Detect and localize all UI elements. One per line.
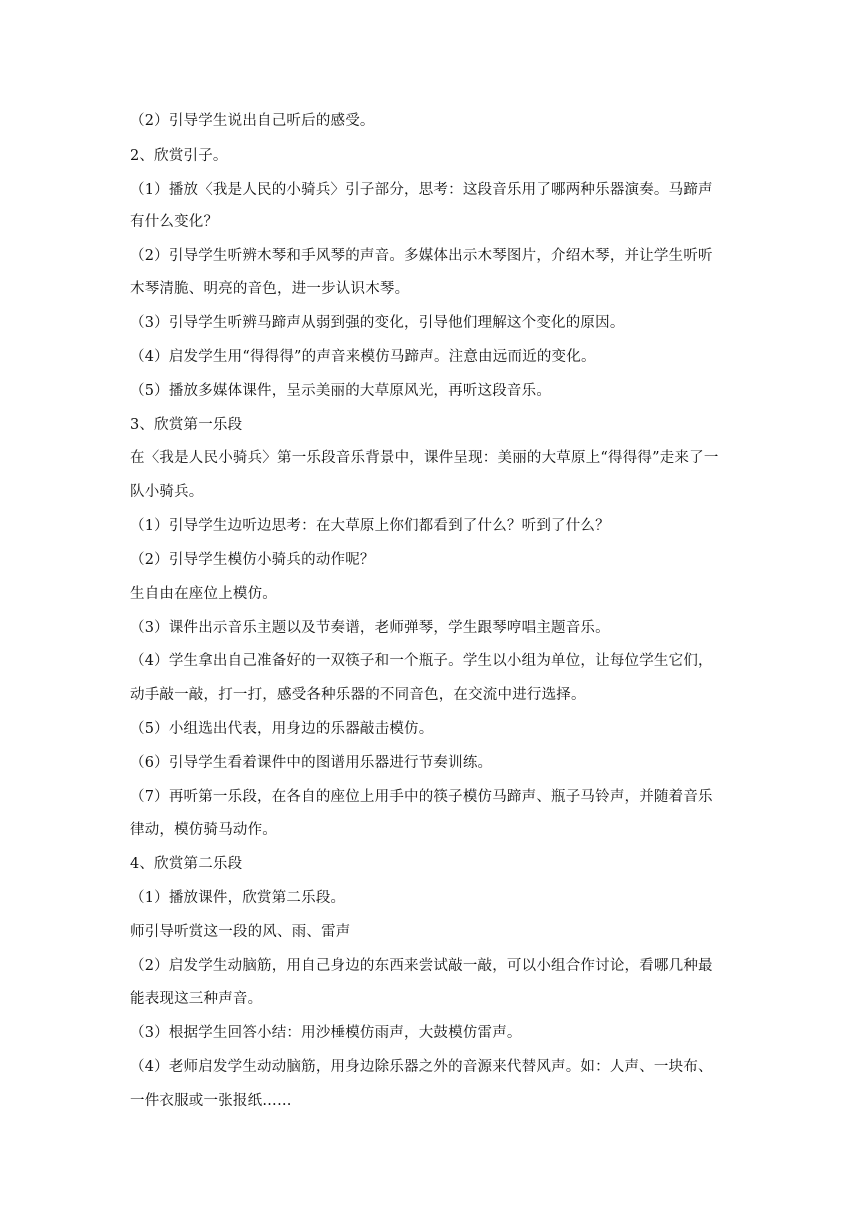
- line-26: （2）启发学生动脑筋，用自己身边的东西来尝试敲一敲，可以小组合作讨论，看哪几种最: [130, 958, 713, 974]
- line-27: 能表现这三种声音。: [130, 991, 263, 1007]
- line-19: （5）小组选出代表，用身边的乐器敲击模仿。: [130, 721, 434, 737]
- line-15: 生自由在座位上模仿。: [130, 586, 277, 602]
- line-21: （7）再听第一乐段，在各自的座位上用手中的筷子模仿马蹄声、瓶子马铃声，并随着音乐: [130, 789, 713, 805]
- line-30: 一件衣服或一张报纸……: [130, 1093, 292, 1109]
- line-12: 队小骑兵。: [130, 484, 204, 500]
- line-4: 有什么变化？: [130, 214, 219, 230]
- line-29: （4）老师启发学生动动脑筋，用身边除乐器之外的音源来代替风声。如：人声、一块布、: [130, 1059, 713, 1075]
- line-20: （6）引导学生看着课件中的图谱用乐器进行节奏训练。: [130, 755, 493, 771]
- line-17: （4）学生拿出自己准备好的一双筷子和一个瓶子。学生以小组为单位，让每位学生它们，: [130, 653, 713, 669]
- line-18: 动手敲一敲，打一打，感受各种乐器的不同音色，在交流中进行选择。: [130, 687, 586, 703]
- line-24: （1）播放课件，欣赏第二乐段。: [130, 890, 346, 906]
- line-16: （3）课件出示音乐主题以及节奏谱，老师弹琴，学生跟琴哼唱主题音乐。: [130, 620, 610, 636]
- line-5: （2）引导学生听辨木琴和手风琴的声音。多媒体出示木琴图片，介绍木琴，并让学生听听: [130, 248, 713, 264]
- line-2: 2、欣赏引子。: [130, 148, 228, 164]
- line-8: （4）启发学生用“得得得”的声音来模仿马蹄声。注意由远而近的变化。: [130, 349, 596, 365]
- line-13: （1）引导学生边听边思考：在大草原上你们都看到了什么？听到了什么？: [130, 518, 610, 534]
- line-1: （2）引导学生说出自己听后的感受。: [130, 113, 375, 129]
- line-23: 4、欣赏第二乐段: [130, 856, 243, 872]
- line-28: （3）根据学生回答小结：用沙棰模仿雨声，大鼓模仿雷声。: [130, 1025, 522, 1041]
- line-7: （3）引导学生听辨马蹄声从弱到强的变化，引导他们理解这个变化的原因。: [130, 315, 625, 331]
- line-3: （1）播放〈我是人民的小骑兵〉引子部分，思考：这段音乐用了哪两种乐器演奏。马蹄声: [130, 182, 713, 198]
- line-14: （2）引导学生模仿小骑兵的动作呢？: [130, 552, 375, 568]
- line-9: （5）播放多媒体课件，呈示美丽的大草原风光，再听这段音乐。: [130, 383, 552, 399]
- line-22: 律动，模仿骑马动作。: [130, 822, 277, 838]
- line-11: 在〈我是人民小骑兵〉第一乐段音乐背景中，课件呈现：美丽的大草原上“得得得”走来了一: [130, 450, 719, 466]
- line-10: 3、欣赏第一乐段: [130, 417, 243, 433]
- line-25: 师引导听赏这一段的风、雨、雷声: [130, 924, 351, 940]
- line-6: 木琴清脆、明亮的音色，进一步认识木琴。: [130, 281, 410, 297]
